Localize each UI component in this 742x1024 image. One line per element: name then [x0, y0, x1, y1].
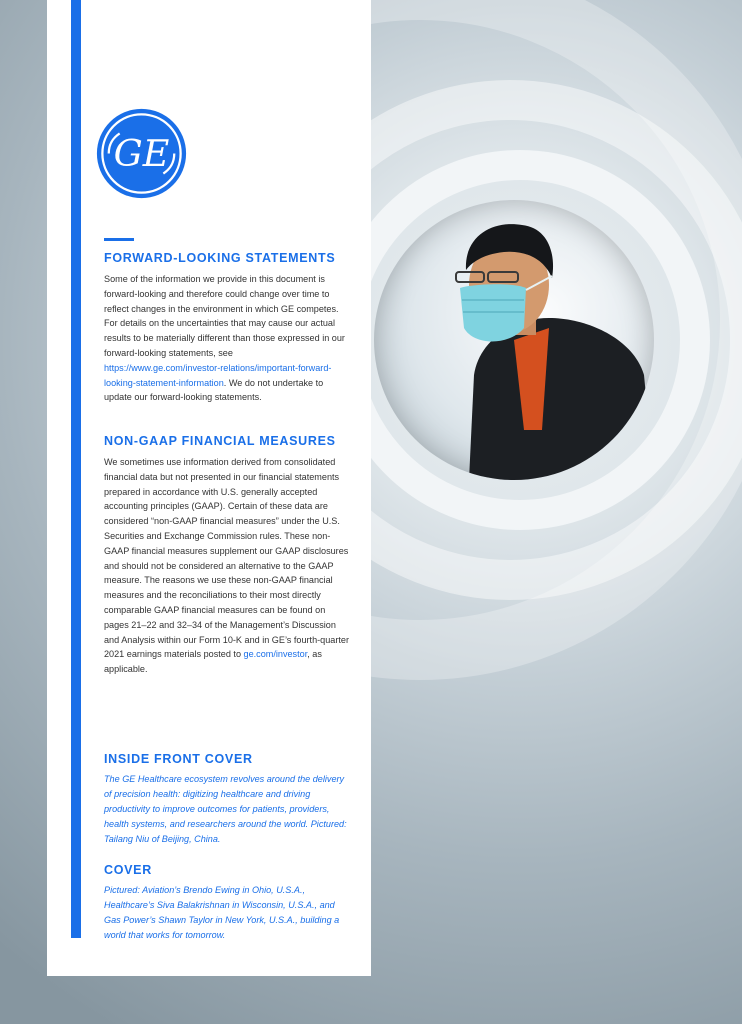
svg-text:GE: GE	[113, 132, 170, 176]
forward-looking-link[interactable]: https://www.ge.com/investor-relations/important-forward-looking-statement-information	[104, 362, 332, 388]
non-gaap-heading: NON-GAAP FINANCIAL MEASURES	[104, 434, 336, 448]
ge-logo-icon	[96, 108, 187, 199]
cover-caption: Pictured: Aviation’s Brendo Ewing in Ohio, U.S.A., Healthcare’s Siva Balakrishnan in Wisconsin, U.S.A., and Gas Power’s Shawn Taylor in New York, U.S.A., building a world that works for tomorrow.	[104, 885, 340, 940]
person-illustration	[374, 200, 654, 480]
forward-looking-paragraph	[104, 272, 350, 405]
forward-looking-text-end: . We do not undertake to update our forward-looking statements.	[104, 377, 324, 403]
forward-looking-heading: FORWARD-LOOKING STATEMENTS	[104, 251, 336, 265]
accent-bar	[71, 0, 81, 938]
section-dash	[104, 238, 134, 241]
cover-heading: COVER	[104, 863, 152, 877]
non-gaap-text-end: , as applicable.	[104, 649, 322, 675]
non-gaap-paragraph	[104, 455, 350, 677]
non-gaap-text: We sometimes use information derived from consolidated financial data but not presented in our financial statements prepared in accordance with U.S. generally accepted accounting principles (GAAP). Certain of these data are considered “non-GAAP financial measures” under the U.S. Securities and Exchange Commission rules. These non-GAAP financial measures supplement our GAAP disclosures and should not be considered an alternative to the GAAP measure. The reasons we use these non-GAAP financial measures and the reconciliations to their most directly comparable GAAP financial measures can be found on pages 21–22 and 32–34 of the Management’s Discussion and Analysis within our Form 10-K and in GE’s fourth-quarter 2021 earnings materials posted to	[104, 457, 349, 660]
investor-link[interactable]: ge.com/investor	[243, 649, 308, 660]
inside-front-cover-caption: The GE Healthcare ecosystem revolves around the delivery of precision health: digitizing healthcare and driving productivity to improve outcomes for patients, providers, health systems, and researchers around the world. Pictured: Tailang Niu of Beijing, China.	[104, 774, 347, 844]
inside-front-cover-heading: INSIDE FRONT COVER	[104, 752, 253, 766]
masked-person-photo	[374, 200, 654, 480]
forward-looking-text: Some of the information we provide in this document is forward-looking and therefore could change over time to reflect changes in the environment in which GE competes. For details on the uncertainties that may cause our actual results to be materially different than those expressed in our forward-looking statements, see	[104, 274, 345, 358]
